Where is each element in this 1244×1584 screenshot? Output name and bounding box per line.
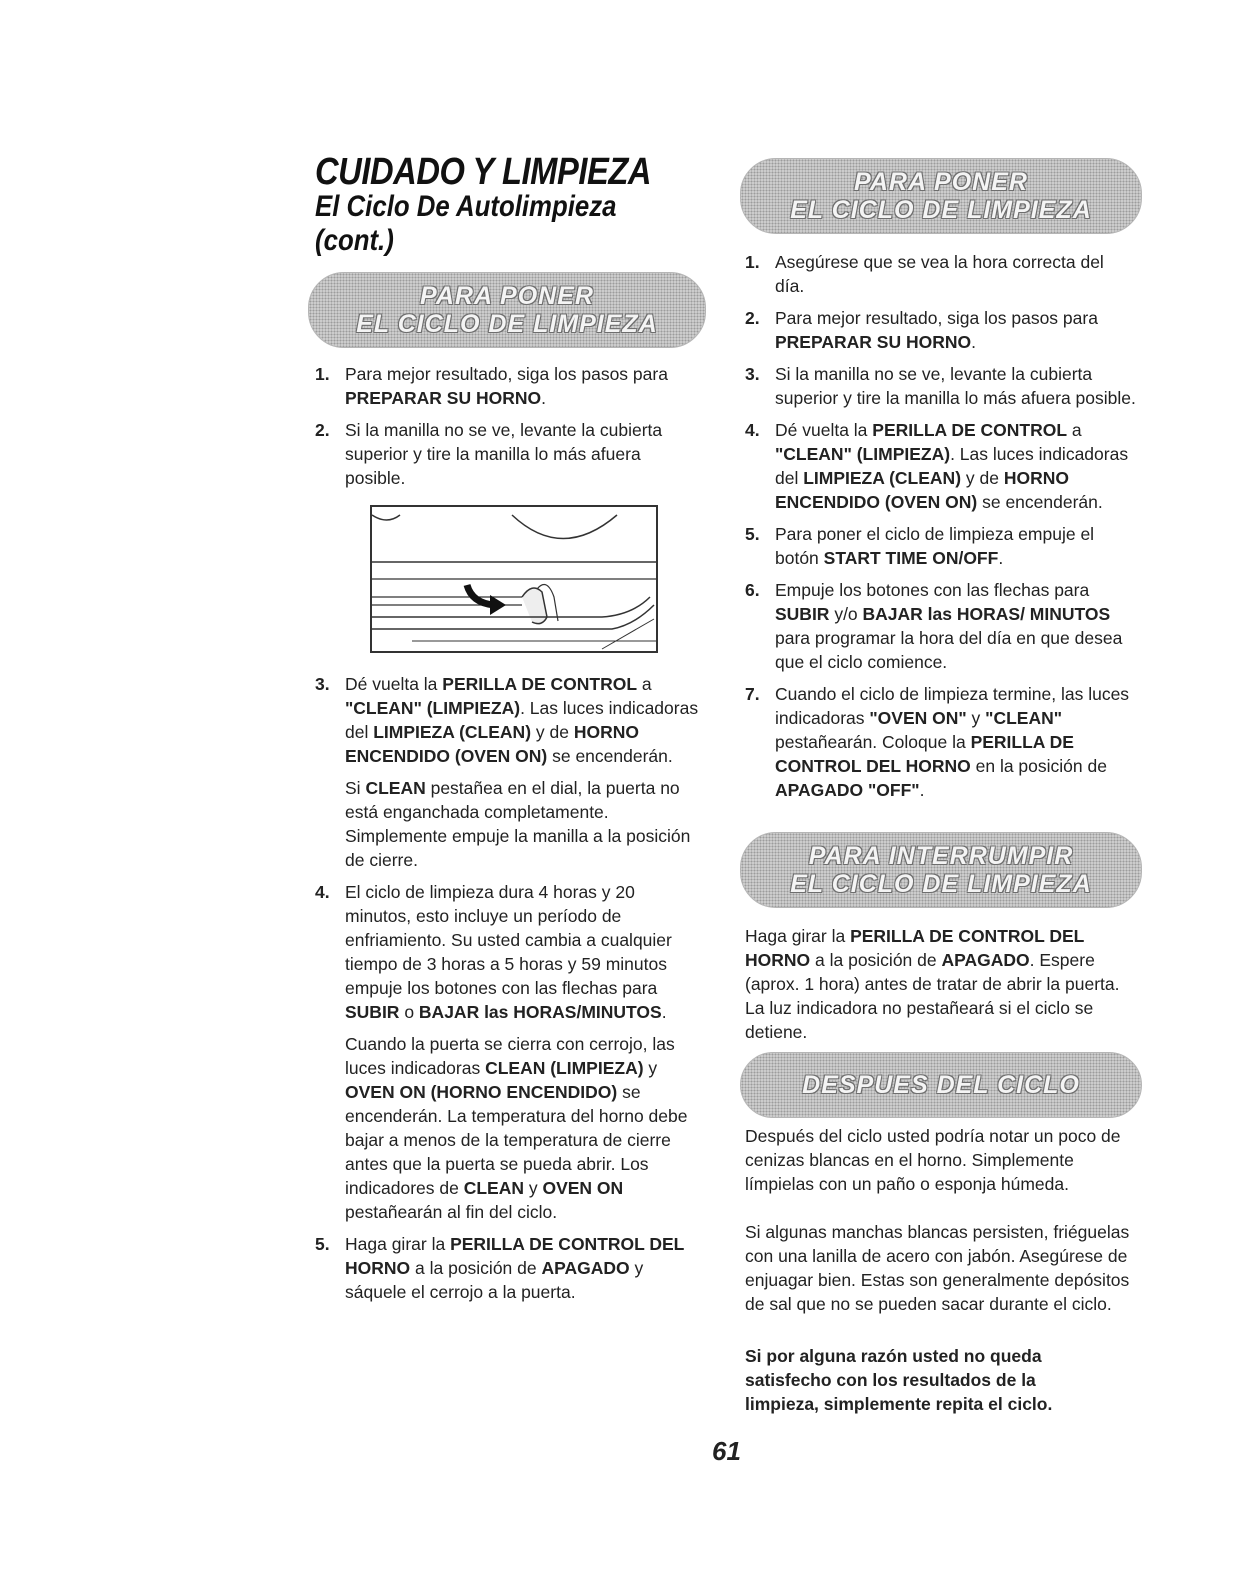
banner-line-2: EL CICLO DE LIMPIEZA [356, 310, 658, 338]
list-item: 1. Asegúrese que se vea la hora correcta del día. [745, 252, 1104, 296]
page-subtitle: El Ciclo De Autolimpieza (cont.) [315, 190, 617, 257]
interrupt-paragraph: Haga girar la PERILLA DE CONTROL DEL HORNO a la posición de APAGADO. Espere (aprox. 1 hora) antes de tratar de abrir la puerta. La luz indicadora no pestañeará si el ciclo se detiene. [745, 926, 1120, 1042]
list-item: 1. Para mejor resultado, siga los pasos para PREPARAR SU HORNO. [315, 364, 668, 408]
left-steps-b [315, 672, 700, 1312]
page-number: 61 [712, 1436, 741, 1466]
list-item: 6. Empuje los botones con las flechas para SUBIR y/o BAJAR las HORAS/ MINUTOS para programar la hora del día en que desea que el ciclo comience. [745, 580, 1123, 672]
list-item: 3. Si la manilla no se ve, levante la cubierta superior y tire la manilla lo más afuera posible. [745, 364, 1136, 408]
banner-line-1: PARA INTERRUMPIR [808, 842, 1074, 870]
oven-latch-diagram [370, 505, 658, 653]
banner-line-1: PARA PONER [420, 282, 594, 310]
list-item: 2. Para mejor resultado, siga los pasos para PREPARAR SU HORNO. [745, 308, 1098, 352]
page-title: CUIDADO Y LIMPIEZA [315, 151, 652, 193]
right-banner-set-cycle [740, 158, 1142, 234]
list-item: 4. El ciclo de limpieza dura 4 horas y 20 minutos, esto incluye un período de enfriamiento. Su usted cambia a cualquier tiempo de 3 horas a 5 horas y 59 minutos empuje los botones con las flechas para SUBIR o BAJAR las HORAS/MINUTOS. Cuando la puerta se cierra con cerrojo, las luces indicadoras CLEAN (LIMPIEZA) y OVEN ON (HORNO ENCENDIDO) se encenderán. La temperatura del horno debe bajar a menos de la temperatura de cierre antes que la puerta se pueda abrir. Los indicadores de CLEAN y OVEN ON pestañearán al fin del ciclo. [315, 882, 688, 1222]
banner-line-2: EL CICLO DE LIMPIEZA [790, 196, 1092, 224]
left-banner-set-cycle [308, 272, 706, 348]
after-paragraph-2: Si algunas manchas blancas persisten, friéguelas con una lanilla de acero con jabón. Asegúrese de enjuagar bien. Estas son generalmente depósitos de sal que no se pueden sacar durante el ciclo. [745, 1222, 1130, 1314]
list-item: 5. Haga girar la PERILLA DE CONTROL DEL HORNO a la posición de APAGADO y sáquele el cerrojo a la puerta. [315, 1234, 685, 1302]
right-banner-interrupt [740, 832, 1142, 908]
list-item: 5. Para poner el ciclo de limpieza empuje el botón START TIME ON/OFF. [745, 524, 1095, 568]
banner-line-2: EL CICLO DE LIMPIEZA [790, 870, 1092, 898]
banner-line-1: DESPUES DEL CICLO [802, 1071, 1080, 1099]
after-paragraph-1: Después del ciclo usted podría notar un poco de cenizas blancas en el horno. Simplemente límpielas con un paño o esponja húmeda. [745, 1126, 1121, 1194]
left-steps-a [315, 362, 700, 498]
latch-illustration [372, 507, 656, 651]
right-banner-after-cycle [740, 1052, 1142, 1118]
banner-line-1: PARA PONER [854, 168, 1028, 196]
list-item: 2. Si la manilla no se ve, levante la cubierta superior y tire la manilla lo más afuera posible. [315, 420, 663, 488]
list-item: 4. Dé vuelta la PERILLA DE CONTROL a "CLEAN" (LIMPIEZA). Las luces indicadoras del LIMPIEZA (CLEAN) y de HORNO ENCENDIDO (OVEN ON) se encenderán. [745, 420, 1129, 512]
list-item: 7. Cuando el ciclo de limpieza termine, las luces indicadoras "OVEN ON" y "CLEAN" pestañearán. Coloque la PERILLA DE CONTROL DEL HORNO en la posición de APAGADO "OFF". [745, 684, 1130, 800]
list-item: 3. Dé vuelta la PERILLA DE CONTROL a "CLEAN" (LIMPIEZA). Las luces indicadoras del LIMPIEZA (CLEAN) y de HORNO ENCENDIDO (OVEN ON) se encenderán. Si CLEAN pestañea en el dial, la puerta no está enganchada completamente. Simplemente empuje la manilla a la posición de cierre. [315, 674, 699, 870]
after-paragraph-bold: Si por alguna razón usted no queda satisfecho con los resultados de la limpieza, simplemente repita el ciclo. [745, 1346, 1053, 1414]
right-steps [745, 250, 1137, 810]
